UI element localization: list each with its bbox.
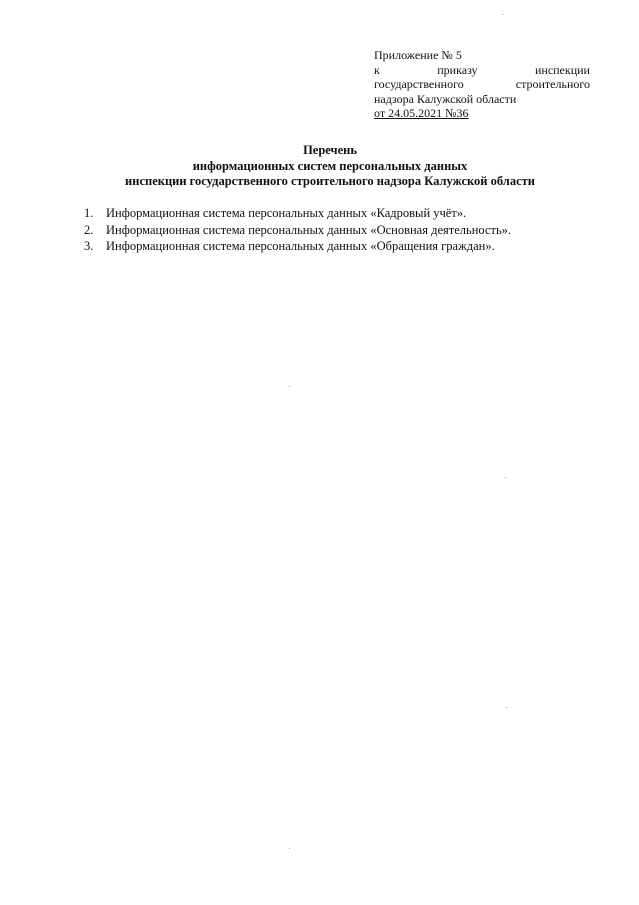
appendix-number: Приложение № 5	[374, 48, 462, 62]
appendix-region: надзора Калужской области	[374, 91, 517, 106]
list-item	[84, 238, 511, 255]
scan-speck	[505, 477, 506, 478]
list-item	[84, 222, 511, 239]
title-line-1: Перечень	[303, 143, 357, 157]
scan-speck	[289, 386, 290, 387]
appendix-word: приказу	[437, 62, 478, 77]
systems-list	[84, 205, 511, 255]
appendix-order-line	[374, 63, 590, 78]
appendix-authority-line	[374, 77, 590, 92]
title-line-2: информационных систем персональных данных	[192, 158, 468, 173]
appendix-date: от 24.05.2021 №36	[374, 106, 469, 120]
appendix-word: государственного	[374, 77, 464, 91]
appendix-header	[374, 48, 590, 121]
scan-speck	[289, 848, 290, 849]
appendix-word: к	[374, 62, 380, 77]
list-item	[84, 205, 511, 222]
title-line-3: инспекции государственного строительного надзора Калужской области	[125, 174, 535, 188]
list-item-text: Информационная система персональных данных «Обращения граждан».	[106, 239, 495, 253]
list-item-text: Информационная система персональных данных «Кадровый учёт».	[106, 206, 467, 220]
scan-speck	[506, 707, 507, 708]
appendix-word: инспекции	[534, 62, 590, 77]
scan-speck	[502, 14, 503, 15]
document-title	[60, 143, 600, 190]
list-item-number: 2.	[84, 222, 94, 237]
list-item-text: Информационная система персональных данных «Основная деятельность».	[106, 222, 512, 237]
appendix-word: строительного	[515, 77, 590, 91]
list-item-number: 1.	[84, 206, 94, 220]
list-item-number: 3.	[84, 239, 94, 253]
